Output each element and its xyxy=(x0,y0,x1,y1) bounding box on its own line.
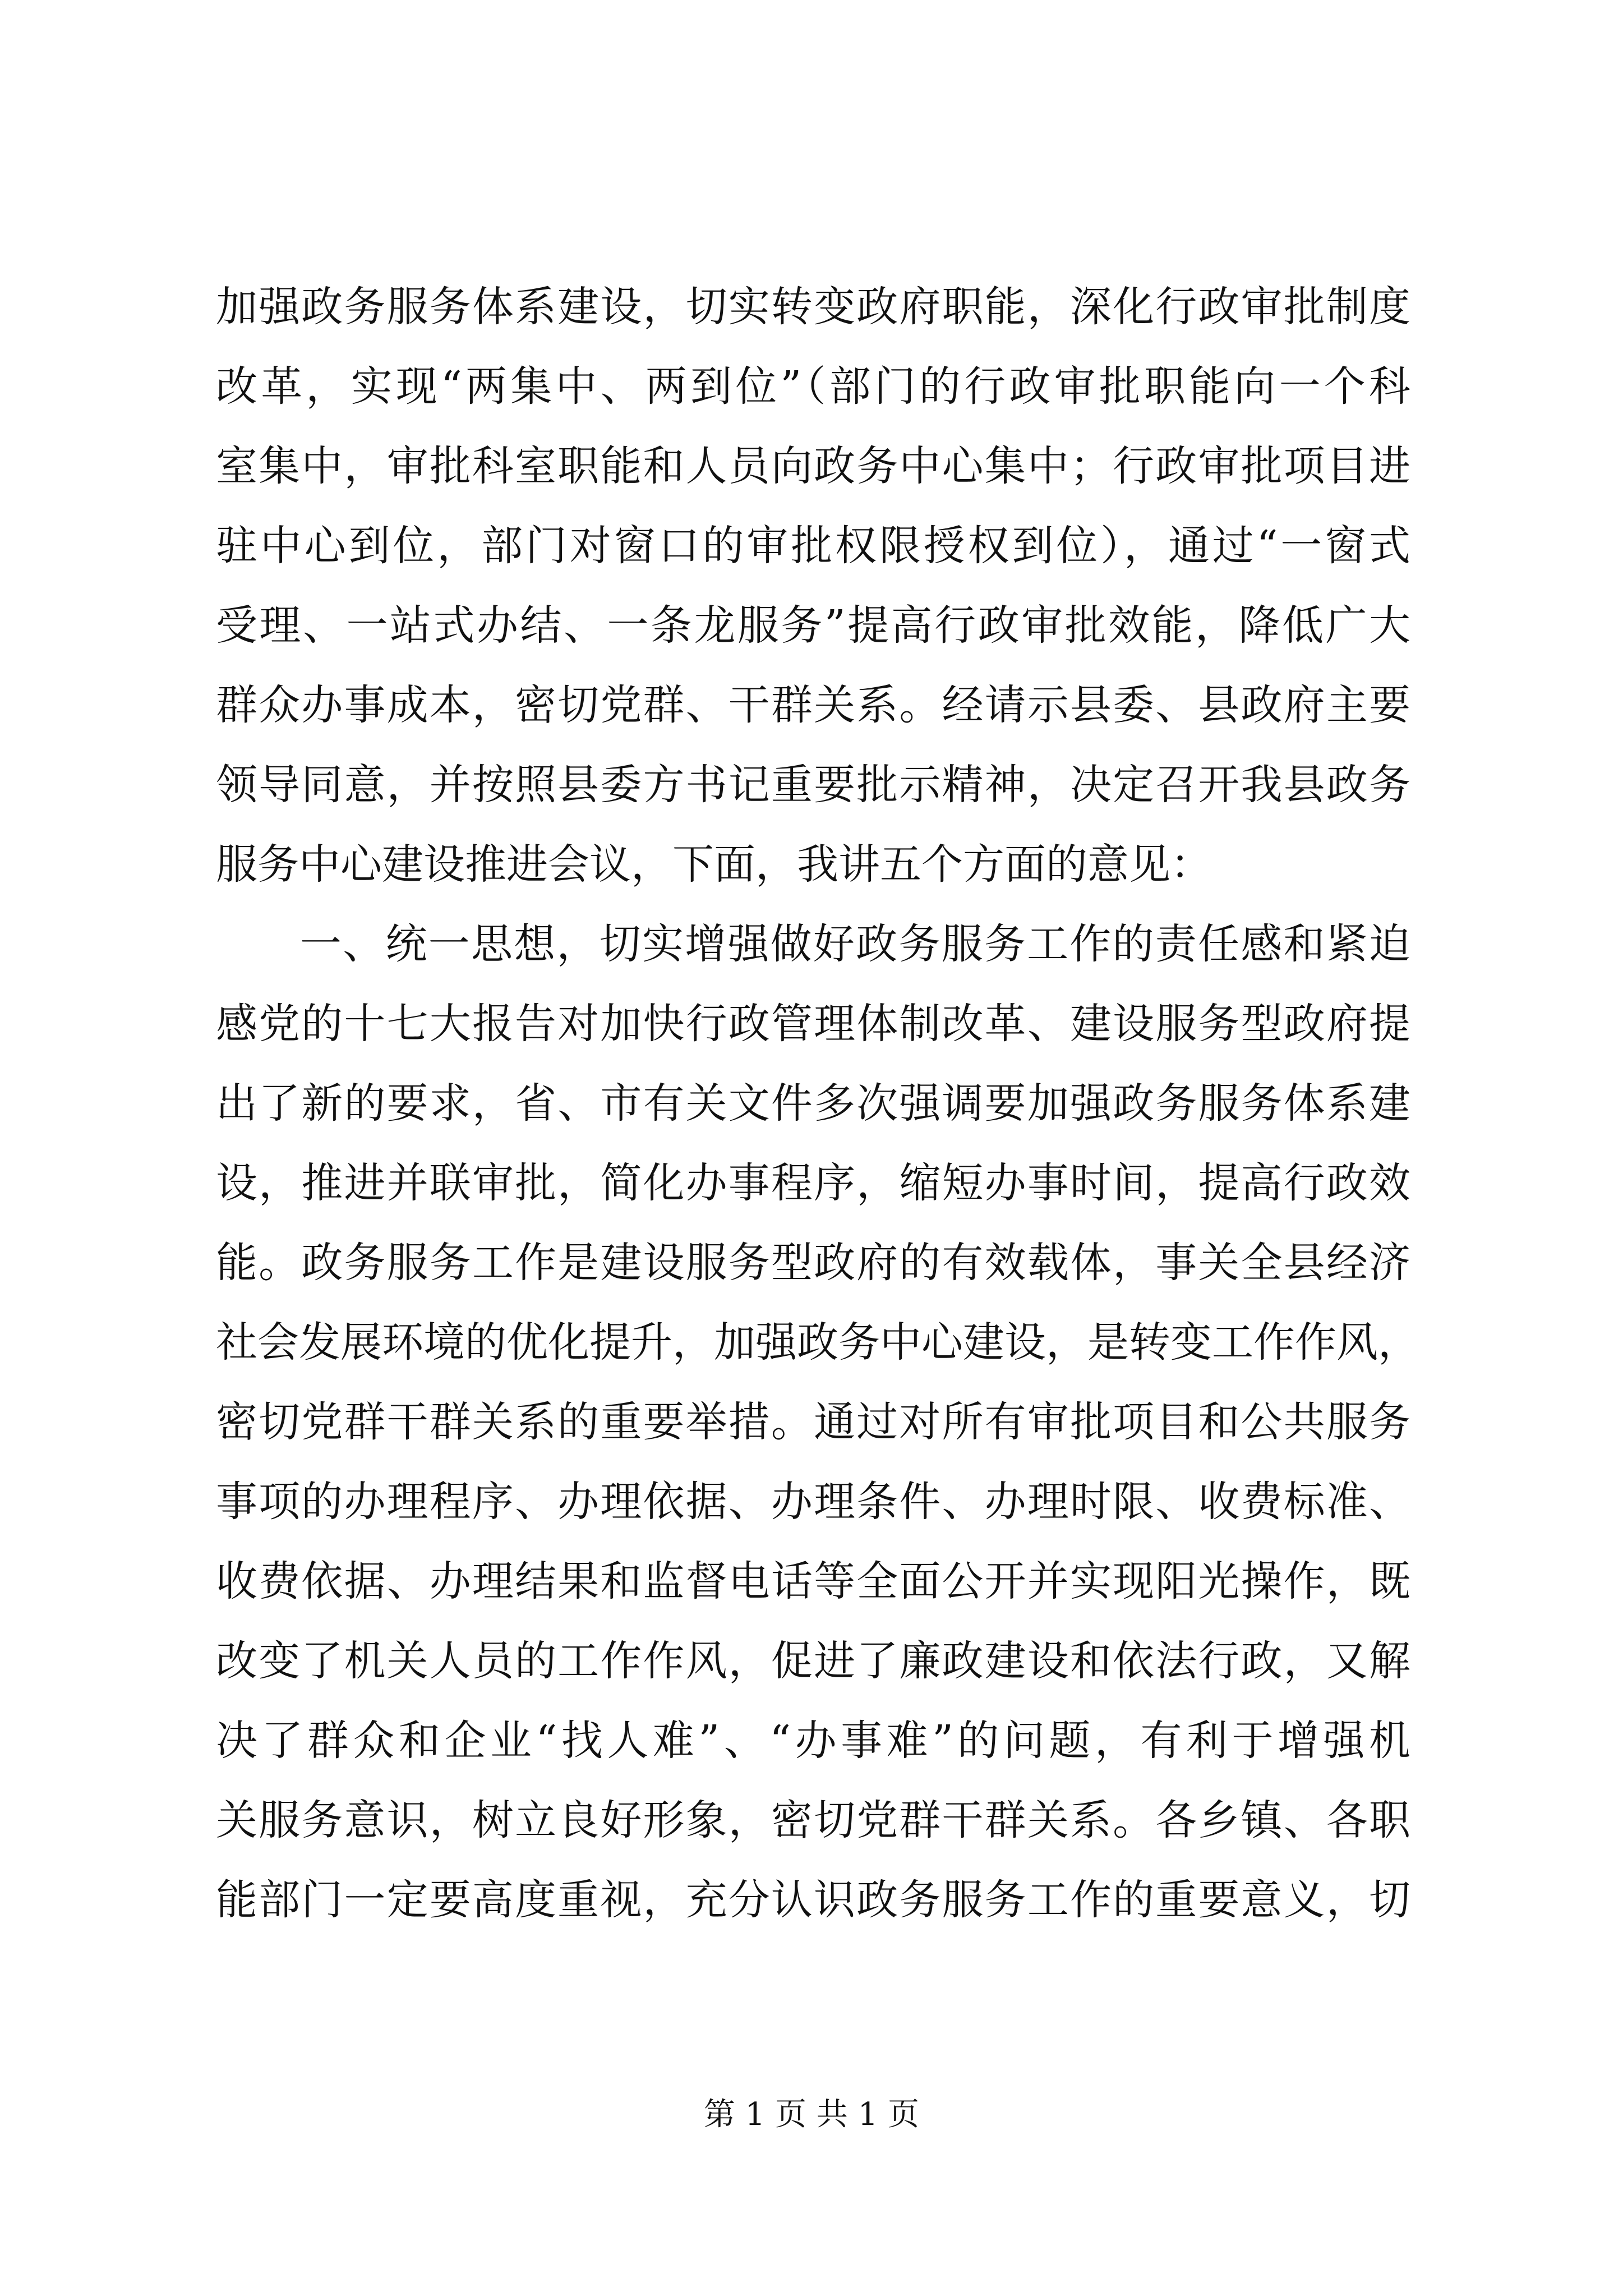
page-footer xyxy=(0,2092,1623,2137)
text-line: 领导同意，并按照县委方书记重要批示精神，决定召开我县政务 xyxy=(216,761,1410,809)
text-line: 事项的办理程序、办理依据、办理条件、办理时限、收费标准、 xyxy=(216,1478,1410,1526)
text-line: 出了新的要求，省、市有关文件多次强调要加强政务服务体系建 xyxy=(216,1079,1410,1128)
text-line: 社会发展环境的优化提升，加强政务中心建设，是转变工作作风， xyxy=(216,1318,1419,1366)
text-line: 驻中心到位，部门对窗口的审批权限授权到位），通过“一窗式 xyxy=(216,522,1410,570)
text-line: 密切党群干群关系的重要举措。通过对所有审批项目和公共服务 xyxy=(216,1398,1410,1446)
paragraph-intro xyxy=(216,267,1410,904)
paragraph-section-one xyxy=(216,904,1419,1940)
text-line: 能部门一定要高度重视，充分认识政务服务工作的重要意义，切 xyxy=(216,1876,1410,1924)
page-number: 第 1 页 共 1 页 xyxy=(703,2096,920,2133)
text-line: 室集中，审批科室职能和人员向政务中心集中；行政审批项目进 xyxy=(216,442,1410,490)
text-line: 加强政务服务体系建设，切实转变政府职能，深化行政审批制度 xyxy=(216,283,1410,331)
text-line: 感党的十七大报告对加快行政管理体制改革、建设服务型政府提 xyxy=(216,1000,1410,1048)
text-line: 收费依据、办理结果和监督电话等全面公开并实现阳光操作，既 xyxy=(216,1557,1410,1605)
text-line: 服务中心建设推进会议，下面，我讲五个方面的意见： xyxy=(216,840,1212,889)
text-line: 设，推进并联审批，简化办事程序，缩短办事时间，提高行政效 xyxy=(216,1159,1410,1207)
text-line: 改革，实现“两集中、两到位”（部门的行政审批职能向一个科 xyxy=(216,362,1410,411)
text-line: 一、统一思想，切实增强做好政务服务工作的责任感和紧迫 xyxy=(300,920,1410,968)
text-line: 改变了机关人员的工作作风，促进了廉政建设和依法行政，又解 xyxy=(216,1637,1410,1685)
text-line: 群众办事成本，密切党群、干群关系。经请示县委、县政府主要 xyxy=(216,681,1410,729)
text-line: 受理、一站式办结、一条龙服务”提高行政审批效能，降低广大 xyxy=(216,601,1410,650)
document-body xyxy=(216,267,1419,1940)
text-line: 能。政务服务工作是建设服务型政府的有效载体，事关全县经济 xyxy=(216,1239,1410,1287)
text-line: 决了群众和企业“找人难”、“办事难”的问题，有利于增强机 xyxy=(216,1717,1410,1765)
text-line: 关服务意识，树立良好形象，密切党群干群关系。各乡镇、各职 xyxy=(216,1796,1410,1844)
